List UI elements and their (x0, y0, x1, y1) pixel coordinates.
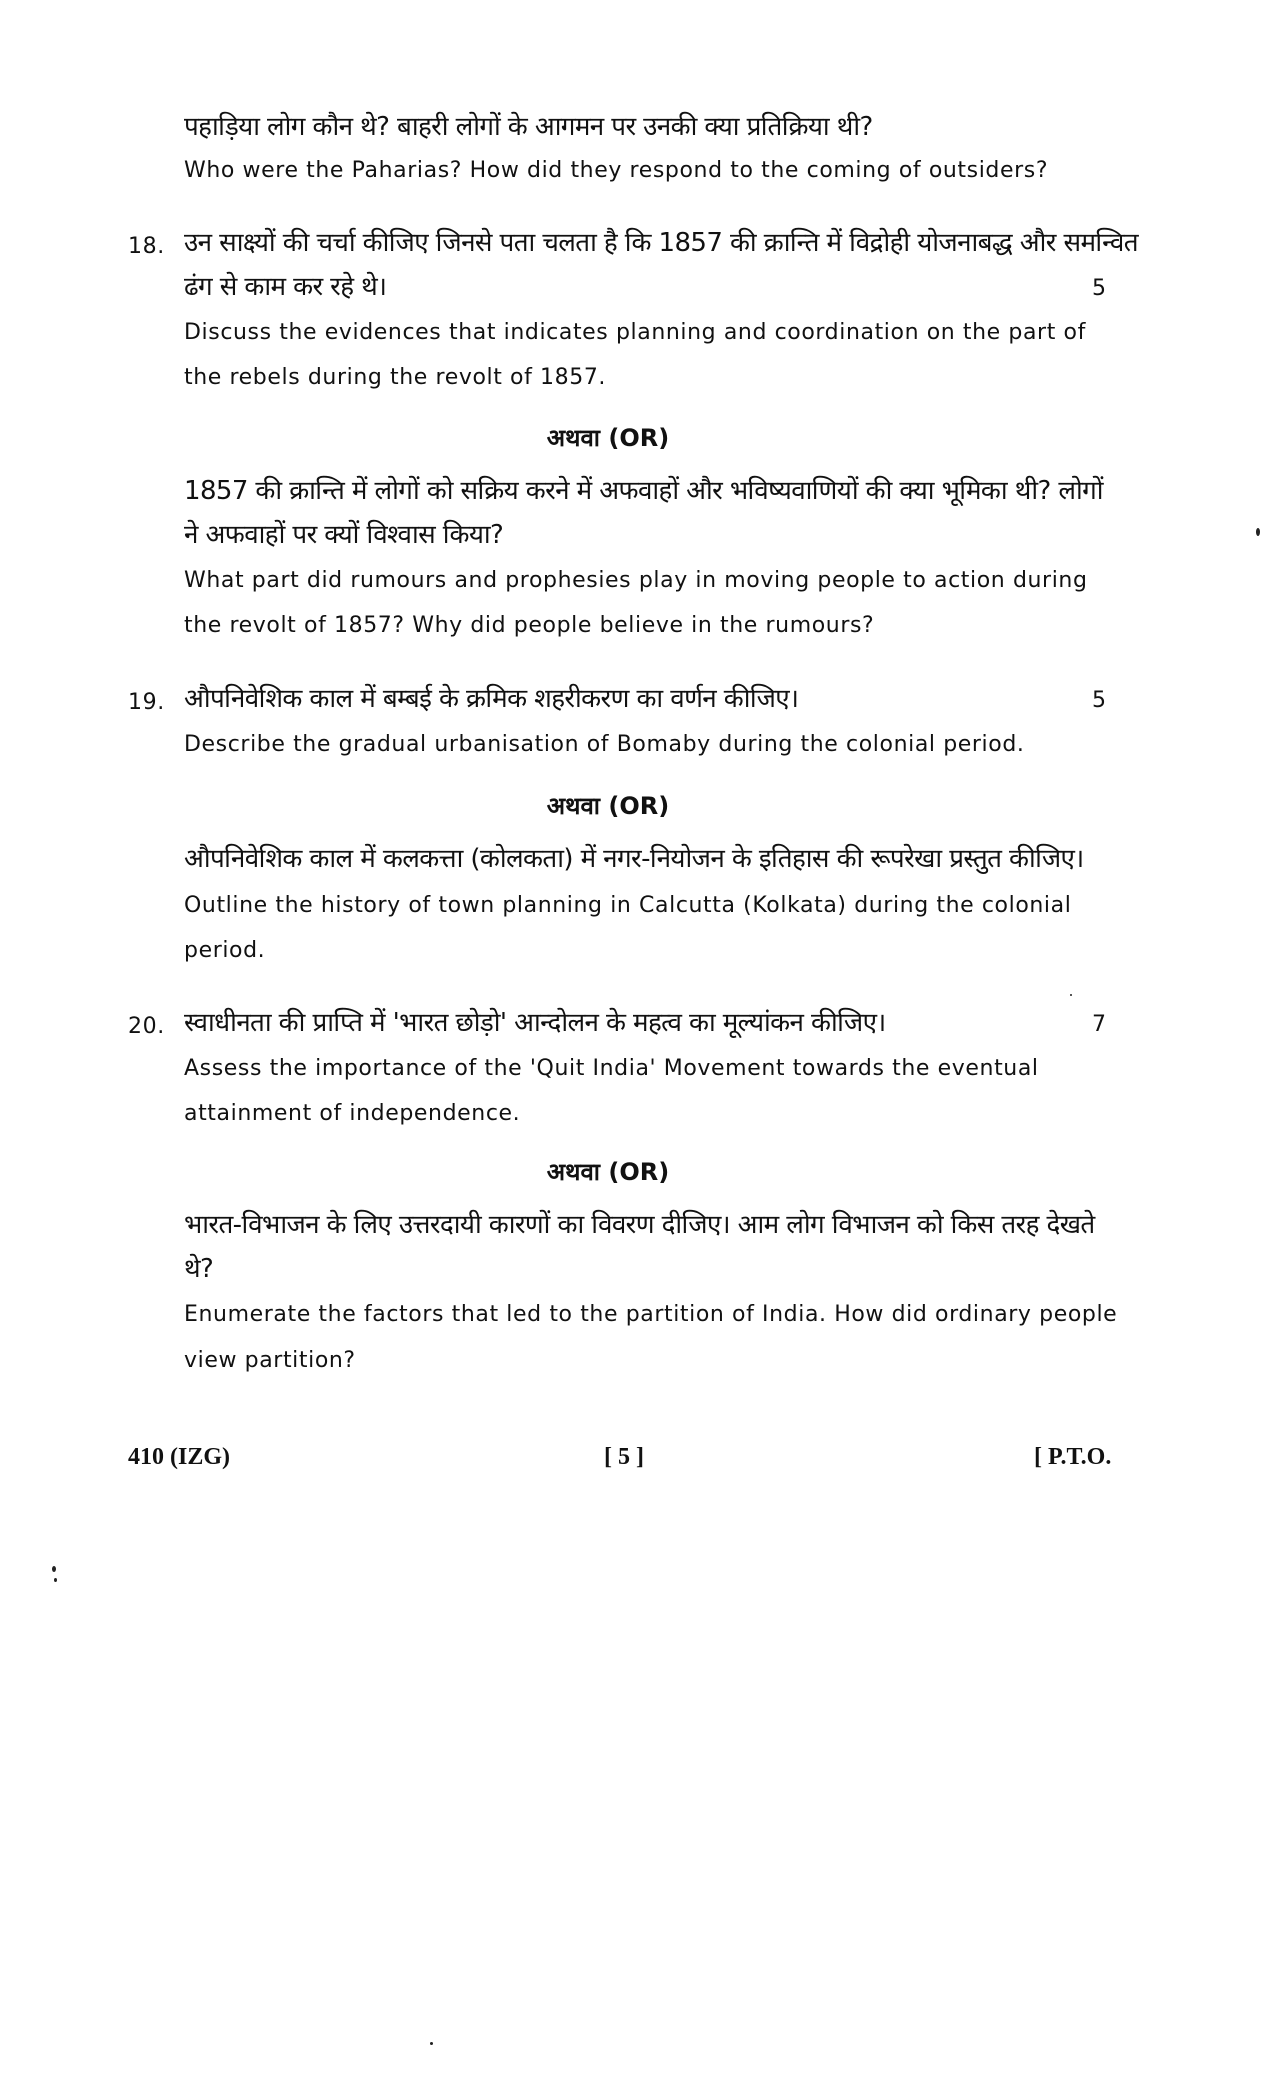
scan-speck (1256, 528, 1260, 536)
q17-alt-english: Who were the Paharias? How did they respond to the coming of outsiders? (184, 158, 1049, 183)
q18-alt-hindi-line1: 1857 की क्रान्ति में लोगों को सक्रिय करने में अफवाहों और भविष्यवाणियों की क्या भूमिका थी? लोगों (184, 476, 1103, 506)
q19-marks: 5 (1092, 688, 1106, 713)
q18-alt-english-line1: What part did rumours and prophesies play in moving people to action during (184, 568, 1088, 593)
q18-marks: 5 (1092, 276, 1106, 301)
scan-speck (1070, 994, 1072, 996)
q20-alt-hindi-line2: थे? (184, 1254, 214, 1284)
q18-alt-hindi-line2: ने अफवाहों पर क्यों विश्वास किया? (184, 520, 504, 550)
q19-hindi: औपनिवेशिक काल में बम्बई के क्रमिक शहरीकरण का वर्णन कीजिए। (184, 684, 799, 714)
q18-english-line1: Discuss the evidences that indicates planning and coordination on the part of (184, 320, 1086, 345)
paper-code: 410 (IZG) (128, 1444, 230, 1470)
q20-number: 20. (128, 1014, 165, 1039)
q19-english: Describe the gradual urbanisation of Bomaby during the colonial period. (184, 732, 1025, 757)
scan-speck (54, 1578, 57, 1582)
q18-hindi-line1: उन साक्ष्यों की चर्चा कीजिए जिनसे पता चलता है कि 1857 की क्रान्ति में विद्रोही योजनाबद्ध और समन्वित (184, 228, 1138, 258)
q18-or-label: अथवा (OR) (546, 424, 670, 452)
q20-marks: 7 (1092, 1012, 1106, 1037)
q19-or-label: अथवा (OR) (546, 792, 670, 820)
q18-hindi-line2: ढंग से काम कर रहे थे। (184, 272, 387, 302)
q20-alt-english-line2: view partition? (184, 1348, 356, 1373)
q19-alt-hindi: औपनिवेशिक काल में कलकत्ता (कोलकता) में नगर-नियोजन के इतिहास की रूपरेखा प्रस्तुत कीजिए। (184, 844, 1084, 874)
q20-english-line2: attainment of independence. (184, 1101, 521, 1126)
q19-number: 19. (128, 690, 165, 715)
pto-label: [ P.T.O. (1034, 1444, 1112, 1470)
q18-alt-english-line2: the revolt of 1857? Why did people believe in the rumours? (184, 613, 875, 638)
q17-alt-hindi: पहाड़िया लोग कौन थे? बाहरी लोगों के आगमन पर उनकी क्या प्रतिक्रिया थी? (184, 112, 873, 142)
q19-alt-english-line1: Outline the history of town planning in Calcutta (Kolkata) during the colonial (184, 893, 1072, 918)
scan-speck (430, 2042, 433, 2045)
q20-alt-hindi-line1: भारत-विभाजन के लिए उत्तरदायी कारणों का विवरण दीजिए। आम लोग विभाजन को किस तरह देखते (184, 1210, 1095, 1240)
q20-or-label: अथवा (OR) (546, 1158, 670, 1186)
scan-speck (52, 1566, 56, 1572)
q20-english-line1: Assess the importance of the 'Quit India' Movement towards the eventual (184, 1056, 1039, 1081)
page-number: [ 5 ] (604, 1444, 644, 1470)
q20-alt-english-line1: Enumerate the factors that led to the partition of India. How did ordinary people (184, 1302, 1118, 1327)
q19-alt-english-line2: period. (184, 938, 266, 963)
q18-english-line2: the rebels during the revolt of 1857. (184, 365, 607, 390)
q20-hindi: स्वाधीनता की प्राप्ति में 'भारत छोड़ो' आन्दोलन के महत्व का मूल्यांकन कीजिए। (184, 1008, 886, 1038)
q18-number: 18. (128, 234, 165, 259)
